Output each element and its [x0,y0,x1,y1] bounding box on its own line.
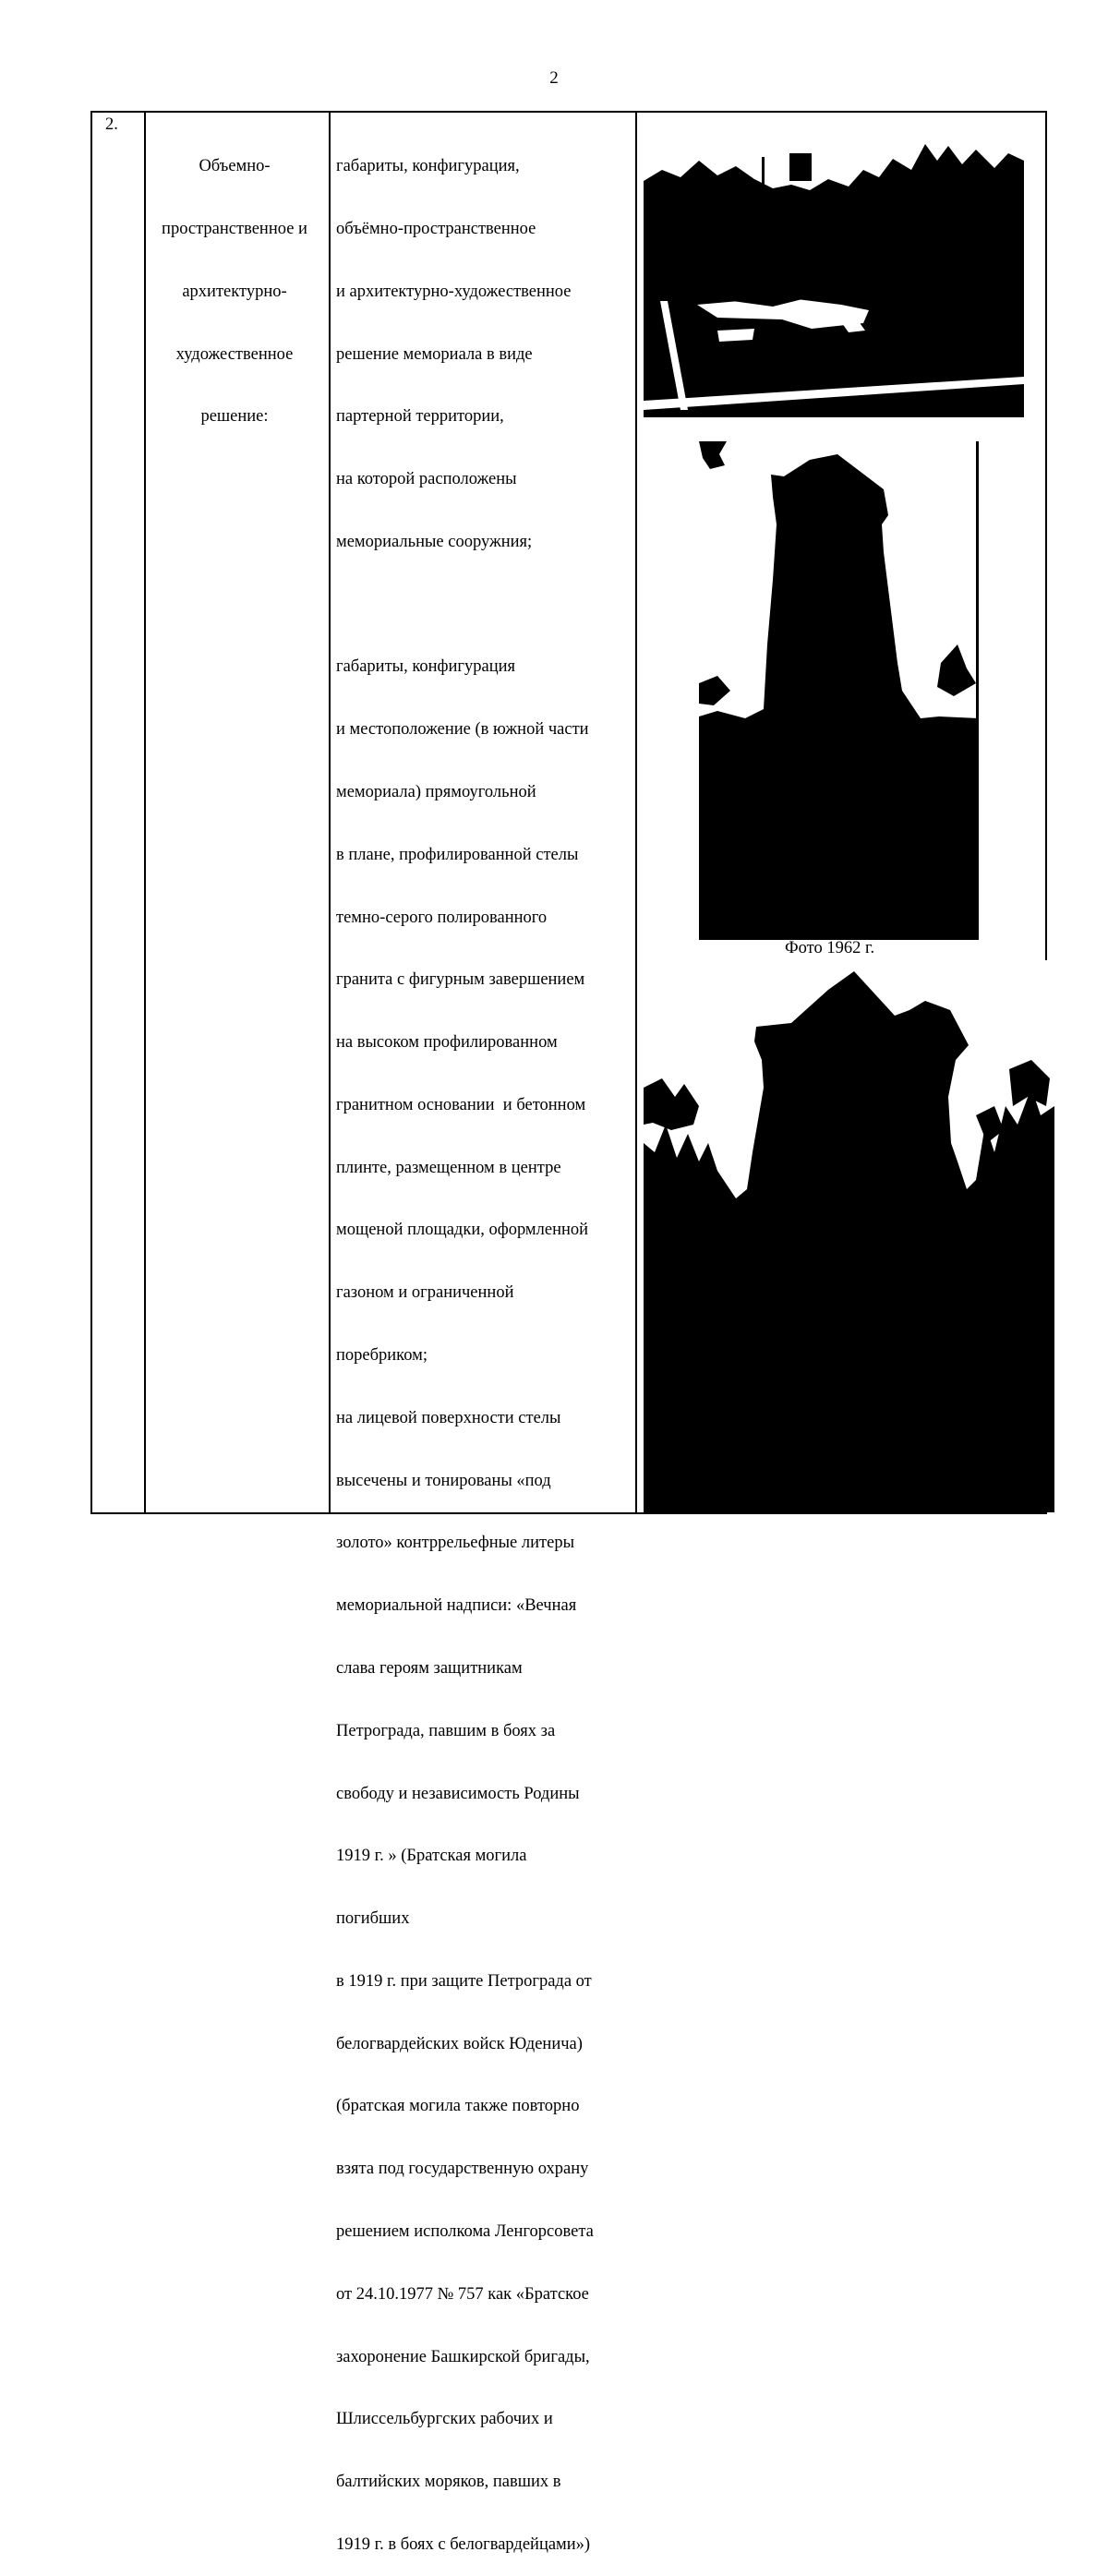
description-line: и архитектурно-художественное [336,282,572,301]
description-line: на которой расположены [336,470,517,489]
stele-photo-1962 [699,441,979,940]
description-line: объёмно-пространственное [336,219,536,238]
description-line: 1919 г. в боях с белогвардейцами») [336,2534,591,2554]
description-line: мемориальной надписи: «Вечная [336,1596,577,1616]
description-line [336,595,594,616]
description-line: партерной территории, [336,407,504,427]
description-line: габариты, конфигурация, [336,157,520,176]
page-number: 2 [549,68,559,88]
description-line: мощеной площадки, оформленной [336,1221,589,1240]
category-line: художественное [175,344,294,364]
table-border-right [1045,111,1047,960]
description-line: золото» контррельефные литеры [336,1534,574,1553]
description-line: плинте, размещенном в центре [336,1158,561,1177]
description-line: 1919 г. » (Братская могила [336,1847,527,1866]
description-line: гранита с фигурным завершением [336,970,585,990]
row-number: 2. [105,115,118,134]
photo-caption: Фото 1962 г. [785,939,875,957]
description-line: на высоком профилированном [336,1033,558,1053]
description-line: гранитном основании и бетонном [336,1095,586,1114]
description-line: свободу и независимость Родины [336,1784,580,1803]
description-line: балтийских моряков, павших в [336,2473,561,2492]
description-line: темно-серого полированного [336,908,548,927]
category-line: архитектурно- [182,282,287,301]
description-line: газоном и ограниченной [336,1283,514,1303]
description-line: (братская могила также повторно [336,2097,580,2116]
description-line: Шлиссельбургских рабочих и [336,2410,553,2429]
description-line: в 1919 г. при защите Петрограда от [336,1971,592,1991]
category-cell [142,114,327,449]
description-line: от 24.10.1977 № 757 как «Братское [336,2284,589,2304]
column-divider-3 [635,111,637,1514]
memorial-territory-photo [644,133,1024,417]
description-line: решением исполкома Ленгорсовета [336,2221,594,2241]
description-line: погибших [336,1909,410,1929]
description-line: взята под государственную охрану [336,2160,589,2179]
category-line: решение: [200,407,269,427]
column-divider-2 [329,111,331,1514]
table-border-left [90,111,92,1514]
description-line: захоронение Башкирской бригады, [336,2347,590,2366]
description-cell [336,114,594,2576]
description-line: и местоположение (в южной части [336,720,589,740]
description-line: решение мемориала в виде [336,344,533,364]
description-line: высечены и тонированы «под [336,1471,551,1490]
category-line: пространственное и [162,219,307,238]
description-line: мемориала) прямоугольной [336,783,536,801]
table-border-top [90,111,1047,113]
category-line: Объемно- [199,157,271,176]
description-line: на лицевой поверхности стелы [336,1408,561,1427]
description-line: мемориальные сооружния; [336,532,533,551]
description-line: Петрограда, павшим в боях за [336,1721,556,1740]
description-line: белогвардейских войск Юденича) [336,2034,583,2053]
description-line: в плане, профилированной стелы [336,845,579,864]
description-line: слава героям защитникам [336,1658,523,1678]
description-line: поребриком; [336,1346,428,1366]
stele-photo-current [644,968,1054,1512]
description-line: габариты, конфигурация [336,657,516,677]
